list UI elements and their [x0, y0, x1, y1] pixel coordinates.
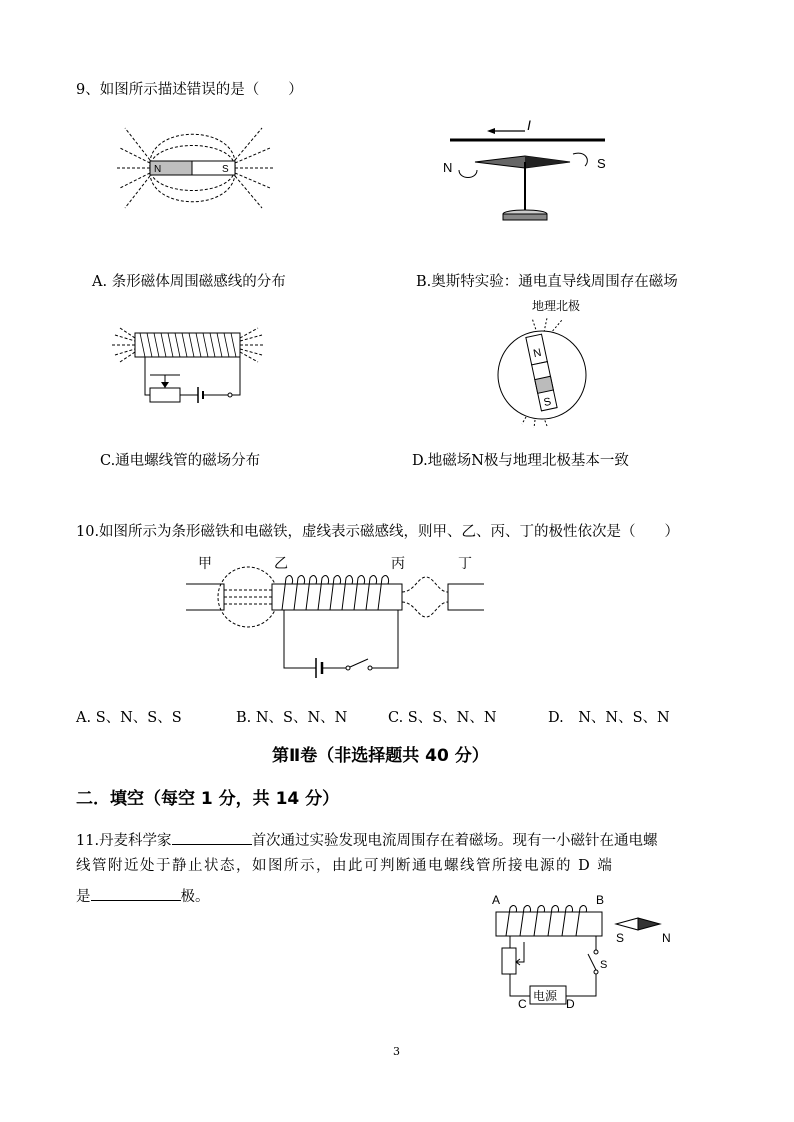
fig-a-s-label: S: [222, 164, 229, 175]
q9-stem: 9、如图所示描述错误的是（ ）: [76, 82, 303, 98]
q11-blank-scientist[interactable]: [172, 830, 252, 845]
q11-fig-needle-s-label: S: [616, 931, 625, 945]
q10-option-d: D. N、N、S、N: [548, 710, 670, 726]
q10-option-b: B. N、S、N、N: [236, 710, 348, 726]
q11-figure-solenoid-circuit: [488, 890, 688, 1010]
q11-fig-needle-n-label: N: [662, 931, 671, 945]
q9-option-c: C.通电螺线管的磁场分布: [100, 453, 261, 469]
q11-part1: 11.丹麦科学家: [76, 833, 172, 849]
q10-label-yi: 乙: [274, 555, 288, 571]
q11-fig-switch-label: S: [600, 959, 608, 971]
q10-figure-electromagnet: [186, 552, 496, 682]
q10-label-ding: 丁: [458, 555, 472, 571]
q11-fig-power-label: 电源: [533, 989, 558, 1003]
q11-line1: [76, 830, 658, 850]
fig-b-current-label: I: [527, 117, 531, 133]
q9-figure-a-bar-magnet: [110, 118, 290, 228]
q9-option-b: B.奥斯特实验：通电直导线周围存在磁场: [416, 274, 678, 290]
q11-line3b: 极。: [180, 889, 210, 905]
q11-fig-b-label: B: [596, 893, 605, 907]
q11-fig-a-label: A: [492, 893, 501, 907]
q9-option-d: D.地磁场N极与地理北极基本一致: [412, 453, 629, 469]
q10-label-bing: 丙: [391, 555, 405, 571]
q9-figure-d-geomagnetic: [492, 298, 592, 438]
q11-line2: 线管附近处于静止状态，如图所示，由此可判断通电螺线管所接电源的 D 端: [76, 858, 614, 874]
fig-b-s-label: S: [597, 156, 606, 171]
q11-part2: 首次通过实验发现电流周围存在着磁场。现有一小磁针在通电螺: [251, 833, 658, 849]
q10-option-a: A. S、N、S、S: [76, 710, 182, 726]
q9-figure-c-solenoid: [110, 325, 280, 415]
section-heading: 二．填空（每空 1 分，共 14 分）: [76, 789, 340, 809]
q11-blank-pole[interactable]: [91, 886, 181, 901]
q10-label-jia: 甲: [198, 555, 212, 571]
q11-line3: [76, 886, 210, 906]
q11-fig-d-label: D: [566, 997, 575, 1011]
fig-d-n-label: N: [532, 346, 543, 361]
fig-a-n-label: N: [154, 164, 162, 175]
q10-option-c: C. S、S、N、N: [388, 710, 497, 726]
q11-line3a: 是: [76, 889, 91, 905]
fig-d-s-label: S: [542, 395, 553, 410]
page-number: 3: [393, 1045, 400, 1058]
section-title: 第Ⅱ卷（非选择题共 40 分）: [272, 746, 489, 766]
q11-fig-c-label: C: [518, 997, 527, 1011]
q9-option-a: A. 条形磁体周围磁感线的分布: [92, 274, 286, 290]
q9-figure-b-oersted: [435, 117, 615, 227]
q10-stem: 10.如图所示为条形磁铁和电磁铁，虚线表示磁感线，则甲、乙、丙、丁的极性依次是（ ）: [76, 524, 680, 540]
fig-d-caption: 地理北极: [532, 299, 581, 313]
fig-b-n-label: N: [443, 160, 453, 175]
